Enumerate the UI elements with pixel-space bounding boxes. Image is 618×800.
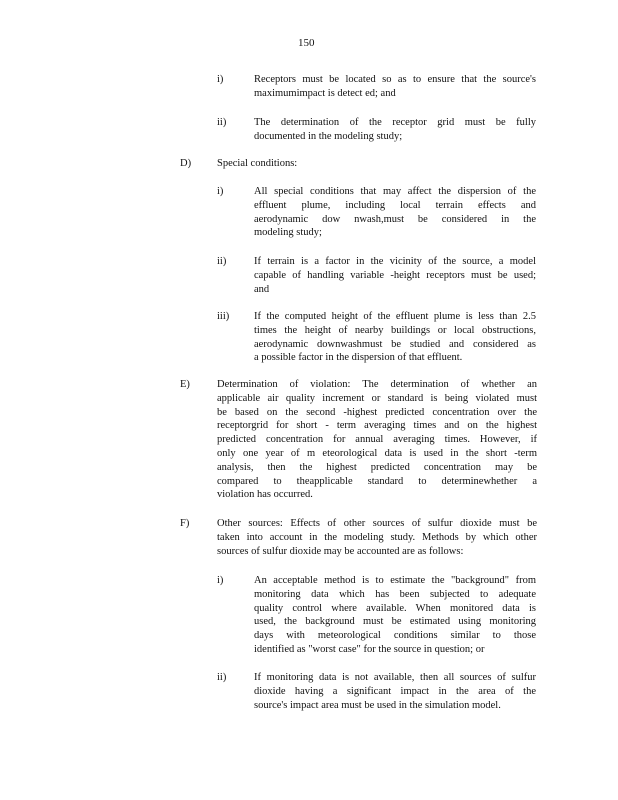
section-marker: E)	[180, 379, 190, 390]
item-marker: iii)	[217, 311, 230, 322]
text-line: All special conditions that may affect the dispersion of the	[254, 186, 536, 197]
text-line: effluent plume, including local terrain effects and	[254, 199, 536, 211]
item-marker: i)	[217, 186, 224, 197]
item-marker: i)	[217, 74, 224, 85]
item-text	[254, 255, 536, 296]
text-line: modeling study;	[254, 227, 322, 239]
text-line: capable of handling variable -height receptors must be used;	[254, 269, 536, 281]
item-marker: ii)	[217, 117, 227, 128]
text-line: Other sources: Effects of other sources of sulfur dioxide must be	[217, 518, 537, 529]
text-line: aerodynamic dow nwash,must be considered in the	[254, 213, 536, 225]
text-line: receptorgrid for short - term averaging times and on the highest	[217, 420, 537, 432]
item-text	[254, 116, 536, 144]
text-line: used, the background must be estimated using monitoring	[254, 616, 536, 628]
text-line: be based on the second -highest predicted concentration over the	[217, 406, 537, 418]
text-line: quality control where available. When monitored data is	[254, 602, 536, 614]
text-line: documented in the modeling study;	[254, 130, 403, 142]
text-line: If terrain is a factor in the vicinity of the source, a model	[254, 256, 536, 267]
text-line: Special conditions:	[217, 158, 298, 169]
item-marker: ii)	[217, 256, 227, 267]
item-text	[254, 185, 536, 240]
item-text	[254, 310, 536, 365]
text-line: times the height of nearby buildings or local obstructions,	[254, 324, 536, 336]
item-marker: ii)	[217, 672, 227, 683]
text-line: If monitoring data is not available, then all sources of sulfur	[254, 672, 536, 683]
text-line: aerodynamic downwashmust be studied and considered as	[254, 338, 536, 350]
text-line: days with meteorological conditions similar to those	[254, 630, 536, 642]
item-text	[254, 73, 536, 101]
item-text	[254, 574, 536, 657]
item-text	[254, 671, 536, 712]
text-line: only one year of m eteorological data is used in the short -term	[217, 447, 537, 459]
text-line: and	[254, 283, 270, 295]
text-line: analysis, then the highest predicted concentration may be	[217, 461, 537, 473]
text-line: compared to theapplicable standard to determinewhether a	[217, 475, 537, 487]
text-line: a possible factor in the dispersion of that effluent.	[254, 352, 463, 364]
section-text	[217, 517, 537, 558]
text-line: identified as "worst case" for the source in question; or	[254, 643, 485, 655]
text-line: monitoring data which has been subjected to adequate	[254, 588, 536, 600]
section-heading	[217, 157, 537, 171]
text-line: taken into account in the modeling study. Methods by which other	[217, 531, 537, 543]
text-line: The determination of the receptor grid must be fully	[254, 117, 536, 128]
text-line: maximumimpact is detect ed; and	[254, 87, 396, 99]
text-line: Receptors must be located so as to ensure that the source's	[254, 74, 536, 85]
section-text	[217, 378, 537, 502]
text-line: sources of sulfur dioxide may be accounted are as follows:	[217, 545, 464, 557]
text-line: applicable air quality increment or standard is being violated must	[217, 392, 537, 404]
text-line: source's impact area must be used in the simulation model.	[254, 699, 501, 711]
text-line: dioxide having a significant impact in the area of the	[254, 685, 536, 697]
text-line: If the computed height of the effluent plume is less than 2.5	[254, 311, 536, 322]
section-marker: F)	[180, 518, 190, 529]
text-line: violation has occurred.	[217, 489, 313, 501]
text-line: predicted concentration for annual averaging times. However, if	[217, 434, 537, 446]
section-marker: D)	[180, 158, 192, 169]
page-number: 150	[298, 37, 315, 49]
item-marker: i)	[217, 575, 224, 586]
text-line: An acceptable method is to estimate the "background" from	[254, 575, 536, 586]
text-line: Determination of violation: The determination of whether an	[217, 379, 537, 390]
